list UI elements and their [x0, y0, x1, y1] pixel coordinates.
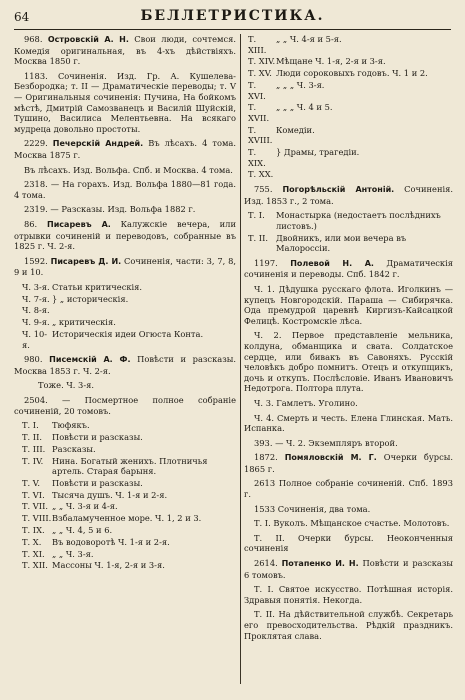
- entry-number: 1872.: [254, 452, 278, 463]
- volume-row: Т. II. Повѣсти и разсказы.: [22, 431, 143, 442]
- entry-text: Калужскіе вечера, или отрывки сочиненій и переводовъ, собранные въ 1825 г. Ч. 2-я.: [14, 218, 236, 252]
- entry-number: 2614.: [254, 558, 278, 569]
- entry-text: Драматическія сочиненія и переводы. Спб. 1842 г.: [244, 257, 453, 280]
- entry-text: Свои люди, сочтемся. Комедія оригинальная, въ 4-хъ дѣйствіяхъ. Москва 1850 г.: [14, 34, 236, 67]
- volume-row: Т. XV. Люди сороковыхъ годовъ. Ч. 1 и 2.: [248, 68, 428, 79]
- entry-2229: [14, 138, 236, 160]
- entry-1533: 1533 Сочиненія, два тома.: [254, 503, 371, 514]
- entry-number: 968.: [24, 34, 43, 44]
- volume-row: Т. XIV. Мѣщане Ч. 1-я, 2-я и 3-я.: [248, 56, 386, 67]
- entry-2614: [244, 558, 453, 580]
- entry-2504: 2504. — Посмертное полное собраніе сочиненій, 20 томовъ.: [14, 394, 236, 416]
- left-column: [14, 34, 236, 572]
- volume-row: Т. XVIII. Комедіи.: [248, 124, 315, 146]
- volume-row: Т. VII. „ „ Ч. 3-я и 4-я.: [22, 501, 118, 512]
- entry-1197: [244, 258, 453, 280]
- volume-row: Т. XI. „ „ Ч. 3-я.: [22, 548, 94, 559]
- entry-number: 980.: [24, 354, 43, 365]
- volume-row: Т. IV. Нина. Богатый женихъ. Плотничья артель. Старая барыня.: [22, 455, 208, 477]
- volume-list-2504-cont: [244, 34, 453, 180]
- volume-row: Т. XVI. „ „ „ Ч. 3-я.: [248, 79, 325, 101]
- entry-text: Сочиненія. Изд. 1853 г., 2 тома.: [244, 184, 454, 206]
- entry-author: Печерскій Андрей.: [52, 139, 144, 149]
- entry-author: Помяловскій М. Г.: [284, 453, 377, 463]
- entry-1592: [14, 256, 236, 278]
- part-row: Ч. 8-я.: [22, 305, 50, 316]
- entry-author: Писемскій А. Ф.: [49, 355, 131, 365]
- volume-row: Т. XX.: [248, 169, 274, 180]
- entry-author: Потапенко И. Н.: [281, 559, 359, 569]
- entry-2318: 2318. — На горахъ. Изд. Вольфа 1880—81 года. 4 тома.: [14, 179, 236, 200]
- volume-row: Т. VIII. Взбаламученное море. Ч. 1, 2 и 3.: [22, 513, 202, 524]
- volume-row: Т. II. Двойникъ, или мои вечера въ Малороссіи.: [248, 232, 407, 254]
- page-number: 64: [14, 10, 30, 24]
- entry-text: Повѣсти и разсказы. Москва 1853 г. Ч. 2-я.: [14, 354, 236, 376]
- volume-row: Т. IX. „ „ Ч. 4, 5 и 6.: [22, 525, 113, 535]
- entry-980: [14, 354, 236, 376]
- entry-author: Островскій А. Н.: [47, 35, 129, 44]
- entry-2613: 2613 Полное собраніе сочиненій. Спб. 1893 г.: [244, 478, 453, 500]
- part-row: Ч. 7-я. } „ историческія.: [22, 293, 129, 304]
- entry-1183: 1183. Сочиненія. Изд. Гр. А. Кушелева-Безбородка; т. II — Драматическіе переводы; т. V — Оригинальныя сочиненія: Пучина, На бойкомъ мѣстѣ, Дмитрій Самозванецъ и Василій Шуйскій, Тушино, Василиса Мелентьевна. На всякаго мудреца довольно простоты.: [14, 70, 236, 134]
- entry-text: Въ лѣсахъ. 4 тома. Москва 1875 г.: [14, 138, 236, 160]
- entry-number: 86.: [24, 218, 38, 229]
- entry-1197-part4: Ч. 4. Смерть и честь. Елена Глинская. Мать. Испанка.: [244, 412, 453, 434]
- part-row: Ч. 10-я. Историческія идеи Огюста Конта.: [22, 329, 204, 350]
- part-list-1592: [14, 282, 236, 350]
- entry-1197-part1: Ч. 1. Дѣдушка русскаго флота. Иголкинъ — купецъ Новгородскій. Параша — Сибирячка. Ода премудрой царевнѣ Киргизъ-Кайсацкой Фелицѣ. Костромскіе лѣса.: [244, 283, 453, 326]
- entry-1197-part2: Ч. 2. Первое представленіе мельника, колдуна, обманщика и свата. Солдатское сердце, или бивакъ въ Савоняхъ. Русскій человѣкъ добро помнитъ. Отецъ и откупщикъ, дочь и откупъ. Послѣсловіе. Иванъ Ивановичъ Недотрога. Полтора плута.: [244, 330, 453, 394]
- entry-number: 2229.: [24, 138, 48, 149]
- volume-row: Т. XVII. „ „ „ Ч. 4 и 5.: [248, 102, 333, 123]
- entry-number: 755.: [254, 184, 273, 195]
- part-row: Ч. 9-я. „ критическія.: [22, 317, 116, 328]
- entry-text: Сочиненія, части: 3, 7, 8, 9 и 10.: [14, 255, 237, 278]
- page-header: [14, 6, 451, 28]
- header-rule: [14, 29, 451, 30]
- volume-row: Т. V. Повѣсти и разсказы.: [22, 477, 143, 488]
- entry-text: Очерки бурсы. 1865 г.: [244, 452, 454, 474]
- entry-755: [244, 184, 453, 206]
- entry-980-b: Тоже. Ч. 3-я.: [38, 380, 94, 391]
- entry-number: 1592.: [24, 255, 48, 266]
- volume-row: Т. XIX. } Драмы, трагедіи.: [248, 147, 360, 168]
- volume-row: Т. VI. Тысяча душъ. Ч. 1-я и 2-я.: [22, 489, 168, 500]
- entry-1197-part3: Ч. 3. Гамлетъ. Уголино.: [254, 397, 358, 408]
- entry-393: 393. — Ч. 2. Экземпляръ второй.: [254, 437, 398, 448]
- entry-author: Погорѣльскій Антоній.: [282, 185, 395, 195]
- volume-list-755: [244, 210, 453, 254]
- volume-row: Т. I. Монастырка (недостаетъ послѣднихъ листовъ.): [248, 210, 441, 231]
- entry-86: [14, 219, 236, 252]
- entry-author: Писаревъ А.: [47, 219, 111, 229]
- column-divider: [240, 34, 241, 684]
- volume-list-2504: [14, 420, 236, 571]
- entry-1872: [244, 452, 453, 474]
- volume-row: Т. X. Въ водоворотѣ Ч. 1-я и 2-я.: [22, 536, 170, 547]
- volume-row: Т. XII. Массоны Ч. 1-я, 2-я и 3-я.: [22, 560, 165, 571]
- entry-2319: 2319. — Разсказы. Изд. Вольфа 1882 г.: [24, 204, 196, 215]
- entry-1533-vol2: Т. II. Очерки бурсы. Неоконченныя сочиненія: [244, 532, 453, 554]
- entry-author: Полевой Н. А.: [290, 258, 374, 268]
- entry-number: 1197.: [254, 257, 278, 268]
- entry-1533-vol1: Т. I. Вуколъ. Мѣщанское счастье. Молотовъ.: [254, 518, 450, 529]
- entry-text: Повѣсти и разсказы 6 томовъ.: [244, 558, 454, 580]
- volume-row: Т. I. Тюфякъ.: [22, 420, 90, 431]
- volume-row: Т. III. Разсказы.: [22, 443, 96, 454]
- part-row: Ч. 3-я. Статьи критическія.: [22, 281, 143, 292]
- volume-row: Т. XIII. „ „ Ч. 4-я и 5-я.: [248, 34, 342, 55]
- entry-968: [14, 34, 236, 67]
- entry-2614-vol2: Т. II. На дѣйствительной службѣ. Секретарь его превосходительства. Рѣдкій праздникъ. Проклятая слава.: [244, 609, 453, 641]
- entry-author: Писаревъ Д. И.: [50, 256, 122, 266]
- right-column: [244, 34, 453, 645]
- entry-2229-b: Въ лѣсахъ. Изд. Вольфа. Спб. и Москва. 4 тома.: [24, 164, 233, 175]
- entry-2614-vol1: Т. I. Святое искусство. Потѣшная исторія. Здравыя понятія. Некогда.: [244, 584, 453, 605]
- page-title: БЕЛЛЕТРИСТИКА.: [140, 8, 325, 24]
